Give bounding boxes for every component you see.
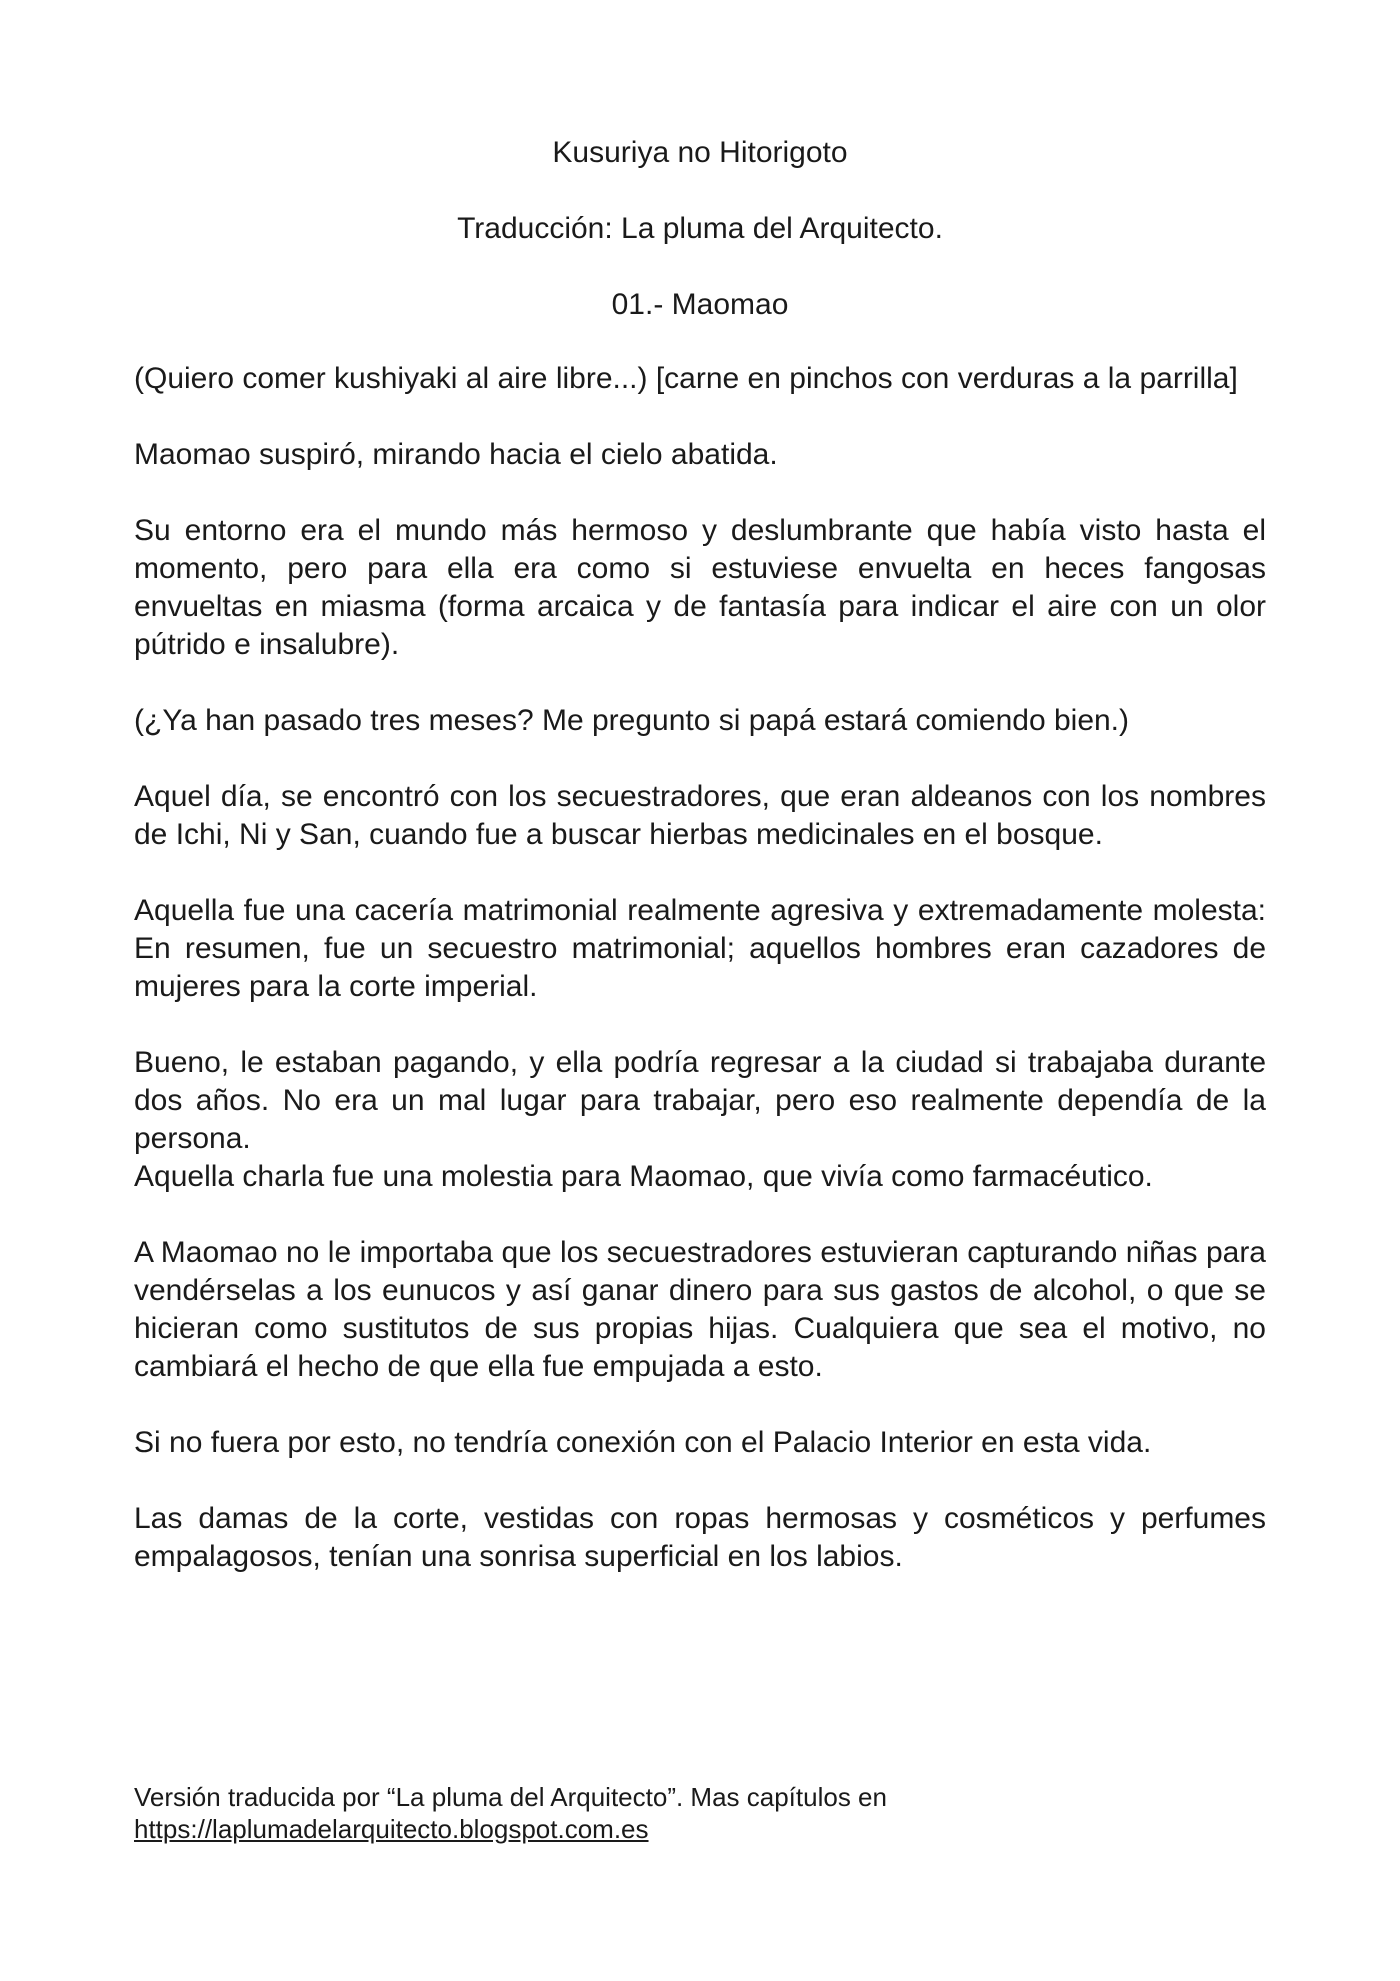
paragraph: Aquel día, se encontró con los secuestradores, que eran aldeanos con los nombres de Ichi, Ni y San, cuando fue a buscar hierbas medicinales en el bosque. (134, 780, 1266, 851)
document-title: Kusuriya no Hitorigoto (552, 136, 848, 169)
paragraph: A Maomao no le importaba que los secuestradores estuvieran capturando niñas para vendérselas a los eunucos y así ganar dinero para sus gastos de alcohol, o que se hicieran como sustitutos de sus propias hijas. Cualquiera que sea el motivo, no cambiará el hecho de que ella fue empujada a esto. (134, 1236, 1266, 1383)
translation-credit: Traducción: La pluma del Arquitecto. (457, 212, 943, 245)
document-body (134, 360, 1266, 1614)
paragraph: Bueno, le estaban pagando, y ella podría regresar a la ciudad si trabajaba durante dos años. No era un mal lugar para trabajar, pero eso realmente dependía de la persona. (134, 1046, 1266, 1155)
paragraph: Las damas de la corte, vestidas con ropas hermosas y cosméticos y perfumes empalagosos, tenían una sonrisa superficial en los labios. (134, 1502, 1266, 1573)
paragraph: (¿Ya han pasado tres meses? Me pregunto si papá estará comiendo bien.) (134, 704, 1130, 737)
paragraph: Maomao suspiró, mirando hacia el cielo abatida. (134, 438, 778, 471)
paragraph: Aquella charla fue una molestia para Maomao, que vivía como farmacéutico. (134, 1160, 1153, 1193)
paragraph: Su entorno era el mundo más hermoso y deslumbrante que había visto hasta el momento, pero para ella era como si estuviese envuelta en heces fangosas envueltas en miasma (forma arcaica y de fantasía para indicar el aire con un olor pútrido e insalubre). (134, 514, 1266, 661)
paragraph: Si no fuera por esto, no tendría conexión con el Palacio Interior en esta vida. (134, 1426, 1152, 1459)
paragraph: (Quiero comer kushiyaki al aire libre...) [carne en pinchos con verduras a la parrilla] (134, 362, 1238, 395)
blog-link[interactable]: https://laplumadelarquitecto.blogspot.com.es (134, 1814, 649, 1844)
paragraph: Aquella fue una cacería matrimonial realmente agresiva y extremadamente molesta: En resumen, fue un secuestro matrimonial; aquellos hombres eran cazadores de mujeres para la corte imperial. (134, 894, 1266, 1003)
page-footer (134, 1781, 1034, 1845)
document-page (134, 0, 1266, 1981)
chapter-heading: 01.- Maomao (611, 288, 789, 321)
footer-credit: Versión traducida por “La pluma del Arquitecto”. Mas capítulos en (134, 1782, 887, 1812)
